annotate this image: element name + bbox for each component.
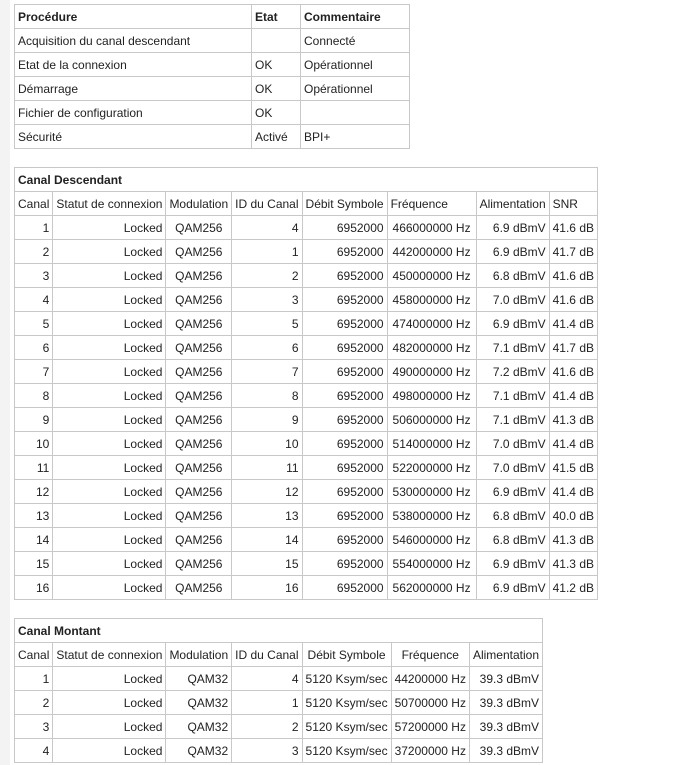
col-header-alimentation: Alimentation — [476, 192, 549, 216]
frequency: 522000000 Hz — [387, 456, 476, 480]
procedure-row — [15, 101, 410, 125]
connection-status: Locked — [53, 432, 166, 456]
procedure-comment — [301, 101, 410, 125]
connection-status: Locked — [53, 552, 166, 576]
procedure-name: Etat de la connexion — [15, 53, 252, 77]
channel-number: 12 — [15, 480, 53, 504]
channel-id: 1 — [232, 240, 302, 264]
snr: 41.3 dB — [549, 528, 597, 552]
power: 6.8 dBmV — [476, 504, 549, 528]
snr: 41.4 dB — [549, 480, 597, 504]
modulation: QAM256 — [166, 408, 232, 432]
power: 7.1 dBmV — [476, 336, 549, 360]
connection-status: Locked — [53, 336, 166, 360]
snr: 41.6 dB — [549, 360, 597, 384]
snr: 41.7 dB — [549, 336, 597, 360]
channel-id: 1 — [232, 691, 302, 715]
channel-row — [15, 528, 598, 552]
frequency: 37200000 Hz — [391, 739, 469, 763]
modulation: QAM256 — [166, 432, 232, 456]
procedure-name: Sécurité — [15, 125, 252, 149]
channel-number: 16 — [15, 576, 53, 600]
frequency: 506000000 Hz — [387, 408, 476, 432]
procedure-state: OK — [252, 77, 301, 101]
power: 7.0 dBmV — [476, 288, 549, 312]
channel-id: 4 — [232, 667, 302, 691]
symbol-rate: 6952000 — [302, 552, 387, 576]
modulation: QAM256 — [166, 336, 232, 360]
power: 7.2 dBmV — [476, 360, 549, 384]
symbol-rate: 6952000 — [302, 288, 387, 312]
channel-id: 3 — [232, 739, 302, 763]
power: 6.8 dBmV — [476, 528, 549, 552]
modulation: QAM32 — [166, 691, 232, 715]
power: 39.3 dBmV — [469, 715, 542, 739]
modulation: QAM256 — [166, 552, 232, 576]
col-header-id-canal: ID du Canal — [232, 643, 302, 667]
frequency: 554000000 Hz — [387, 552, 476, 576]
channel-id: 16 — [232, 576, 302, 600]
channel-id: 13 — [232, 504, 302, 528]
procedure-comment: Opérationnel — [301, 77, 410, 101]
connection-status: Locked — [53, 739, 166, 763]
procedure-state: OK — [252, 53, 301, 77]
col-header-modulation: Modulation — [166, 643, 232, 667]
snr: 41.5 dB — [549, 456, 597, 480]
connection-status: Locked — [53, 288, 166, 312]
procedure-row — [15, 77, 410, 101]
power: 6.9 dBmV — [476, 216, 549, 240]
procedure-name: Fichier de configuration — [15, 101, 252, 125]
channel-id: 8 — [232, 384, 302, 408]
symbol-rate: 5120 Ksym/sec — [302, 739, 391, 763]
frequency: 50700000 Hz — [391, 691, 469, 715]
connection-status: Locked — [53, 715, 166, 739]
snr: 41.4 dB — [549, 384, 597, 408]
channel-number: 1 — [15, 667, 53, 691]
header-commentaire: Commentaire — [301, 5, 410, 29]
snr: 41.3 dB — [549, 408, 597, 432]
connection-status: Locked — [53, 384, 166, 408]
power: 39.3 dBmV — [469, 691, 542, 715]
procedure-row — [15, 125, 410, 149]
power: 39.3 dBmV — [469, 667, 542, 691]
connection-status: Locked — [53, 264, 166, 288]
frequency: 458000000 Hz — [387, 288, 476, 312]
connection-status: Locked — [53, 576, 166, 600]
modulation: QAM256 — [166, 216, 232, 240]
symbol-rate: 6952000 — [302, 384, 387, 408]
connection-status: Locked — [53, 504, 166, 528]
power: 6.9 dBmV — [476, 312, 549, 336]
symbol-rate: 6952000 — [302, 360, 387, 384]
modulation: QAM256 — [166, 576, 232, 600]
frequency: 538000000 Hz — [387, 504, 476, 528]
col-header-modulation: Modulation — [166, 192, 232, 216]
frequency: 442000000 Hz — [387, 240, 476, 264]
channel-number: 3 — [15, 715, 53, 739]
procedure-state: OK — [252, 101, 301, 125]
col-header-statut: Statut de connexion — [53, 192, 166, 216]
channel-id: 15 — [232, 552, 302, 576]
symbol-rate: 6952000 — [302, 264, 387, 288]
channel-id: 2 — [232, 264, 302, 288]
channel-number: 13 — [15, 504, 53, 528]
power: 39.3 dBmV — [469, 739, 542, 763]
symbol-rate: 6952000 — [302, 480, 387, 504]
channel-row — [15, 576, 598, 600]
col-header-debit-symbole: Débit Symbole — [302, 643, 391, 667]
connection-status: Locked — [53, 312, 166, 336]
col-header-frequence: Fréquence — [391, 643, 469, 667]
channel-row — [15, 336, 598, 360]
channel-row — [15, 312, 598, 336]
channel-id: 2 — [232, 715, 302, 739]
frequency: 466000000 Hz — [387, 216, 476, 240]
symbol-rate: 6952000 — [302, 408, 387, 432]
channel-row — [15, 360, 598, 384]
frequency: 450000000 Hz — [387, 264, 476, 288]
connection-status: Locked — [53, 408, 166, 432]
channel-number: 2 — [15, 691, 53, 715]
symbol-rate: 6952000 — [302, 216, 387, 240]
upstream-channel-table — [14, 618, 543, 763]
channel-row — [15, 432, 598, 456]
col-header-frequence: Fréquence — [387, 192, 476, 216]
symbol-rate: 6952000 — [302, 456, 387, 480]
snr: 41.2 dB — [549, 576, 597, 600]
symbol-rate: 6952000 — [302, 576, 387, 600]
symbol-rate: 5120 Ksym/sec — [302, 667, 391, 691]
procedure-comment: BPI+ — [301, 125, 410, 149]
header-etat: Etat — [252, 5, 301, 29]
power: 6.9 dBmV — [476, 240, 549, 264]
channel-number: 14 — [15, 528, 53, 552]
channel-row — [15, 480, 598, 504]
snr: 41.4 dB — [549, 432, 597, 456]
connection-status: Locked — [53, 667, 166, 691]
procedure-row — [15, 53, 410, 77]
col-header-canal: Canal — [15, 643, 53, 667]
channel-number: 4 — [15, 739, 53, 763]
modulation: QAM256 — [166, 528, 232, 552]
downstream-title-row — [15, 168, 598, 192]
symbol-rate: 6952000 — [302, 528, 387, 552]
symbol-rate: 6952000 — [302, 336, 387, 360]
power: 6.9 dBmV — [476, 576, 549, 600]
connection-status: Locked — [53, 360, 166, 384]
symbol-rate: 5120 Ksym/sec — [302, 691, 391, 715]
modulation: QAM256 — [166, 456, 232, 480]
modulation: QAM32 — [166, 715, 232, 739]
snr: 41.6 dB — [549, 264, 597, 288]
channel-row — [15, 667, 543, 691]
snr: 41.7 dB — [549, 240, 597, 264]
procedure-comment: Connecté — [301, 29, 410, 53]
procedure-row — [15, 29, 410, 53]
channel-row — [15, 552, 598, 576]
modulation: QAM256 — [166, 288, 232, 312]
frequency: 514000000 Hz — [387, 432, 476, 456]
modulation: QAM256 — [166, 240, 232, 264]
channel-id: 5 — [232, 312, 302, 336]
symbol-rate: 6952000 — [302, 432, 387, 456]
connection-status: Locked — [53, 456, 166, 480]
power: 7.0 dBmV — [476, 456, 549, 480]
channel-id: 12 — [232, 480, 302, 504]
connection-status: Locked — [53, 480, 166, 504]
frequency: 57200000 Hz — [391, 715, 469, 739]
channel-row — [15, 216, 598, 240]
channel-number: 11 — [15, 456, 53, 480]
power: 6.9 dBmV — [476, 552, 549, 576]
channel-number: 1 — [15, 216, 53, 240]
upstream-title-row — [15, 619, 543, 643]
channel-row — [15, 240, 598, 264]
channel-id: 11 — [232, 456, 302, 480]
channel-id: 10 — [232, 432, 302, 456]
connection-status: Locked — [53, 216, 166, 240]
col-header-debit-symbole: Débit Symbole — [302, 192, 387, 216]
modulation: QAM256 — [166, 264, 232, 288]
col-header-canal: Canal — [15, 192, 53, 216]
channel-row — [15, 715, 543, 739]
channel-id: 6 — [232, 336, 302, 360]
frequency: 490000000 Hz — [387, 360, 476, 384]
modulation: QAM256 — [166, 384, 232, 408]
col-header-snr: SNR — [549, 192, 597, 216]
connection-status: Locked — [53, 528, 166, 552]
channel-row — [15, 691, 543, 715]
modulation: QAM256 — [166, 312, 232, 336]
col-header-statut: Statut de connexion — [53, 643, 166, 667]
modulation: QAM32 — [166, 739, 232, 763]
channel-row — [15, 264, 598, 288]
symbol-rate: 6952000 — [302, 504, 387, 528]
upstream-title: Canal Montant — [15, 619, 543, 643]
symbol-rate: 6952000 — [302, 312, 387, 336]
power: 7.0 dBmV — [476, 432, 549, 456]
snr: 41.4 dB — [549, 312, 597, 336]
channel-id: 4 — [232, 216, 302, 240]
channel-row — [15, 504, 598, 528]
channel-number: 6 — [15, 336, 53, 360]
channel-number: 4 — [15, 288, 53, 312]
frequency: 562000000 Hz — [387, 576, 476, 600]
channel-row — [15, 739, 543, 763]
header-procedure: Procédure — [15, 5, 252, 29]
col-header-alimentation: Alimentation — [469, 643, 542, 667]
modulation: QAM32 — [166, 667, 232, 691]
symbol-rate: 5120 Ksym/sec — [302, 715, 391, 739]
frequency: 530000000 Hz — [387, 480, 476, 504]
channel-row — [15, 408, 598, 432]
procedure-name: Acquisition du canal descendant — [15, 29, 252, 53]
power: 6.8 dBmV — [476, 264, 549, 288]
upstream-header-row — [15, 643, 543, 667]
channel-id: 7 — [232, 360, 302, 384]
channel-number: 2 — [15, 240, 53, 264]
channel-number: 10 — [15, 432, 53, 456]
downstream-title: Canal Descendant — [15, 168, 598, 192]
frequency: 498000000 Hz — [387, 384, 476, 408]
downstream-header-row — [15, 192, 598, 216]
modulation: QAM256 — [166, 360, 232, 384]
downstream-channel-table — [14, 167, 598, 600]
frequency: 44200000 Hz — [391, 667, 469, 691]
channel-row — [15, 384, 598, 408]
procedure-status-table — [14, 4, 410, 149]
channel-number: 5 — [15, 312, 53, 336]
procedure-state: Activé — [252, 125, 301, 149]
procedure-header-row — [15, 5, 410, 29]
snr: 41.6 dB — [549, 216, 597, 240]
power: 7.1 dBmV — [476, 408, 549, 432]
modulation: QAM256 — [166, 480, 232, 504]
channel-id: 9 — [232, 408, 302, 432]
channel-number: 7 — [15, 360, 53, 384]
frequency: 546000000 Hz — [387, 528, 476, 552]
channel-row — [15, 456, 598, 480]
procedure-state — [252, 29, 301, 53]
power: 6.9 dBmV — [476, 480, 549, 504]
modulation: QAM256 — [166, 504, 232, 528]
frequency: 482000000 Hz — [387, 336, 476, 360]
channel-number: 9 — [15, 408, 53, 432]
procedure-comment: Opérationnel — [301, 53, 410, 77]
channel-number: 15 — [15, 552, 53, 576]
symbol-rate: 6952000 — [302, 240, 387, 264]
col-header-id-canal: ID du Canal — [232, 192, 302, 216]
channel-number: 3 — [15, 264, 53, 288]
channel-id: 14 — [232, 528, 302, 552]
channel-number: 8 — [15, 384, 53, 408]
procedure-name: Démarrage — [15, 77, 252, 101]
channel-id: 3 — [232, 288, 302, 312]
frequency: 474000000 Hz — [387, 312, 476, 336]
snr: 41.6 dB — [549, 288, 597, 312]
power: 7.1 dBmV — [476, 384, 549, 408]
connection-status: Locked — [53, 240, 166, 264]
snr: 41.3 dB — [549, 552, 597, 576]
channel-row — [15, 288, 598, 312]
connection-status: Locked — [53, 691, 166, 715]
page-left-margin — [0, 0, 10, 765]
snr: 40.0 dB — [549, 504, 597, 528]
